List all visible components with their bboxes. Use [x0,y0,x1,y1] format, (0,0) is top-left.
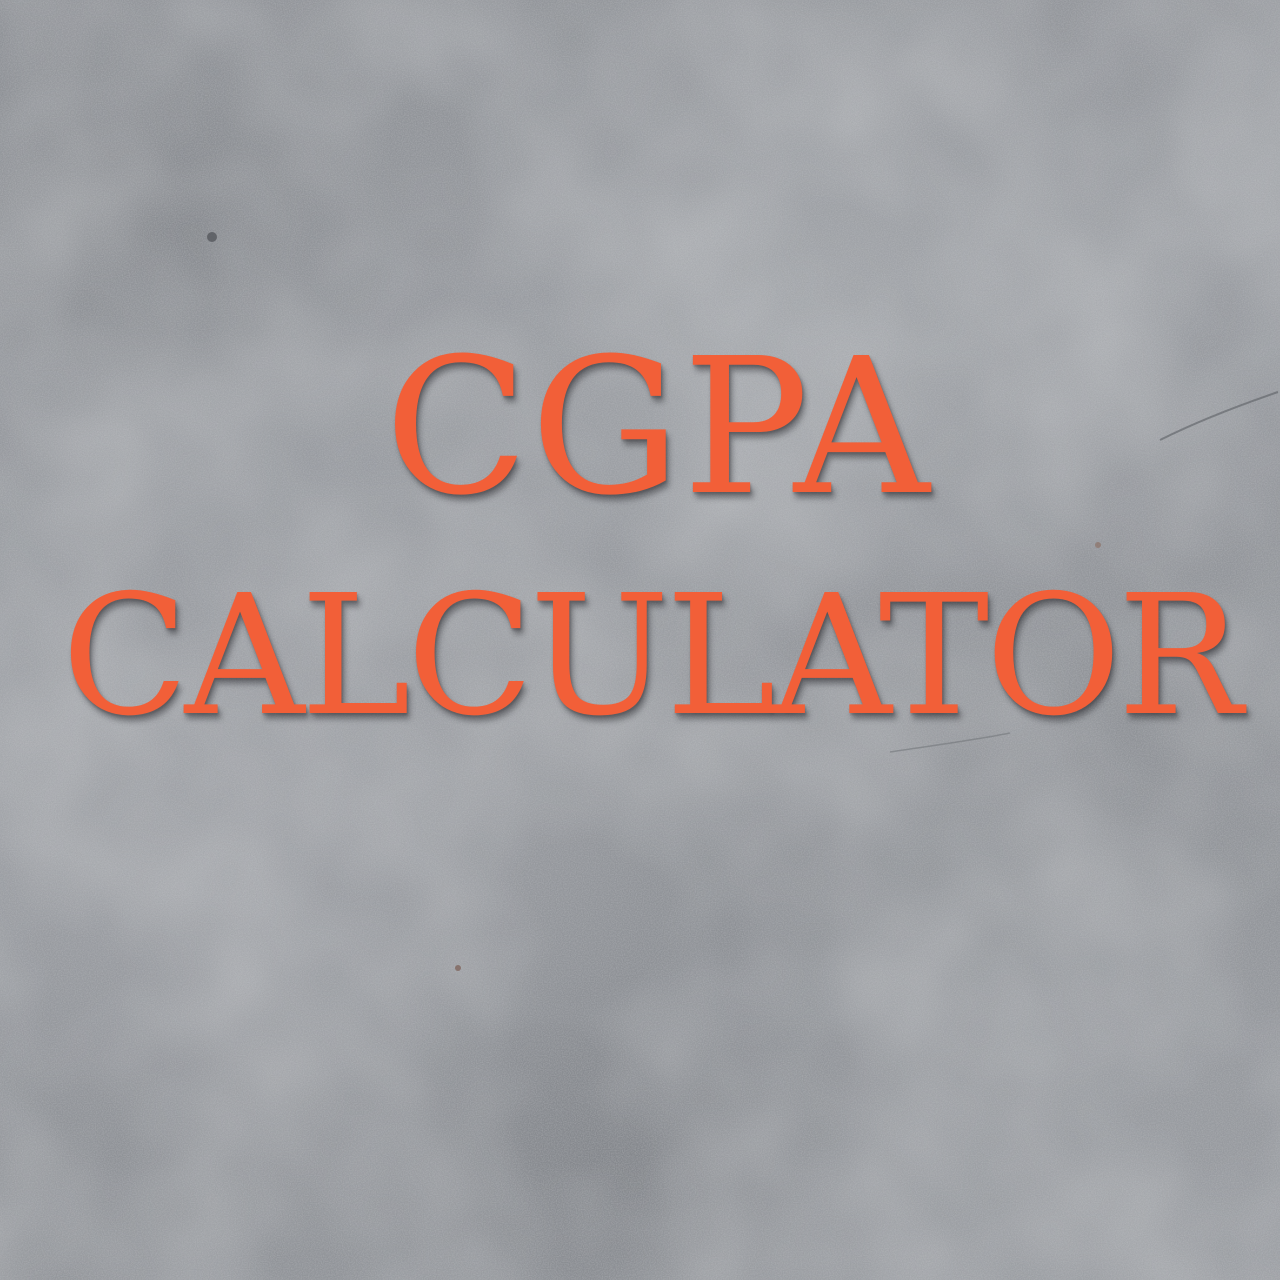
stain-spot [207,232,217,242]
stain-spot [455,965,461,971]
title-line-cgpa: CGPA [384,318,932,537]
poster-title [0,318,1280,753]
title-line-calculator: CALCULATOR [61,560,1239,753]
